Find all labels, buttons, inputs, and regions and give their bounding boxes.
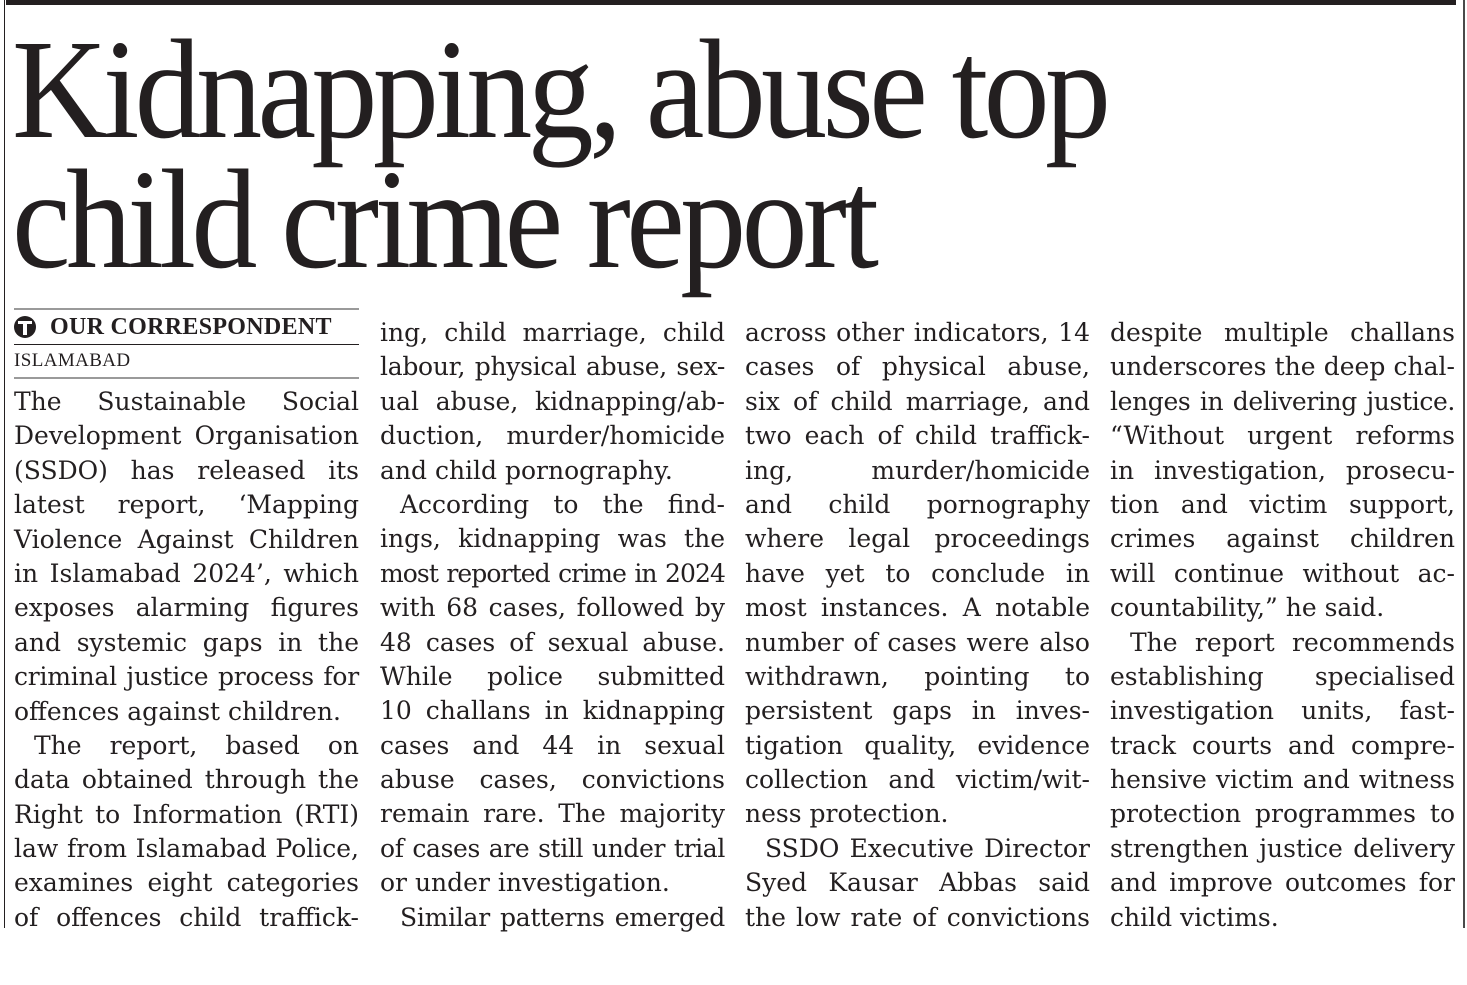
text-line: tion and victim support, bbox=[1110, 489, 1455, 519]
text-line: and improve outcomes for bbox=[1110, 868, 1455, 898]
text-line: and systemic gaps in the bbox=[14, 627, 359, 657]
text-line: cases and 44 in sexual bbox=[380, 730, 725, 760]
text-line: The report recommends bbox=[1130, 627, 1455, 657]
text-line: the low rate of convictions bbox=[745, 902, 1090, 932]
text-line: withdrawn, pointing to bbox=[745, 661, 1090, 691]
text-line: with 68 cases, followed by bbox=[380, 593, 725, 623]
text-line: countability,” he said. bbox=[1110, 593, 1385, 623]
text-line: According to the find- bbox=[400, 489, 725, 519]
byline bbox=[14, 310, 359, 344]
text-line: underscores the deep chal- bbox=[1110, 352, 1455, 382]
text-line: labour, physical abuse, sex- bbox=[380, 352, 725, 382]
text-line: (SSDO) has released its bbox=[14, 455, 359, 485]
text-line: or under investigation. bbox=[380, 868, 670, 898]
text-line: ness protection. bbox=[745, 799, 949, 829]
text-line: of cases are still under trial bbox=[380, 833, 725, 863]
text-line: will continue without ac- bbox=[1110, 558, 1455, 588]
text-line: Similar patterns emerged bbox=[400, 902, 725, 932]
text-line: and child pornography. bbox=[380, 455, 673, 485]
text-line: The report, based on bbox=[34, 730, 359, 760]
text-line: child victims. bbox=[1110, 902, 1279, 932]
text-line: have yet to conclude in bbox=[745, 558, 1090, 588]
text-line: where legal proceedings bbox=[745, 524, 1090, 554]
text-line: Violence Against Children bbox=[14, 524, 359, 554]
text-line: exposes alarming figures bbox=[14, 593, 359, 623]
text-line: of offences child traffick- bbox=[14, 902, 359, 932]
text-line: and child pornography bbox=[745, 489, 1090, 519]
right-border bbox=[1463, 0, 1465, 928]
byline-author: OUR CORRESPONDENT bbox=[50, 313, 332, 340]
top-rule bbox=[6, 0, 1456, 5]
text-line: tigation quality, evidence bbox=[745, 730, 1090, 760]
text-line: number of cases were also bbox=[745, 627, 1090, 657]
text-line: crimes against children bbox=[1110, 524, 1455, 554]
text-line: ing, child marriage, child bbox=[380, 318, 725, 347]
left-border bbox=[4, 0, 5, 928]
text-line: lenges in delivering justice. bbox=[1110, 386, 1455, 416]
text-line: ing, murder/homicide bbox=[745, 455, 1090, 485]
text-line: ings, kidnapping was the bbox=[380, 524, 725, 554]
text-line: most instances. A notable bbox=[745, 593, 1090, 623]
text-line: ual abuse, kidnapping/ab- bbox=[380, 386, 725, 416]
text-line: in Islamabad 2024’, which bbox=[14, 558, 359, 588]
text-line: in investigation, prosecu- bbox=[1110, 455, 1455, 485]
text-line: law from Islamabad Police, bbox=[14, 834, 359, 864]
text-line: data obtained through the bbox=[14, 765, 359, 795]
text-line: six of child marriage, and bbox=[745, 386, 1090, 416]
text-line: protection programmes to bbox=[1110, 799, 1455, 829]
text-line: examines eight categories bbox=[14, 868, 359, 898]
text-line: 48 cases of sexual abuse. bbox=[380, 627, 725, 657]
text-line: “Without urgent reforms bbox=[1110, 421, 1455, 451]
text-line: Development Organisation bbox=[14, 421, 359, 451]
text-line: collection and victim/wit- bbox=[745, 765, 1090, 795]
article-column-4 bbox=[1110, 316, 1455, 935]
text-line: Syed Kausar Abbas said bbox=[745, 868, 1090, 898]
headline-line-2: child crime report bbox=[12, 140, 875, 298]
article-column-2 bbox=[380, 316, 725, 935]
text-line: latest report, ‘Mapping bbox=[14, 490, 359, 520]
text-line: remain rare. The majority bbox=[380, 799, 725, 829]
text-line: track courts and compre- bbox=[1110, 730, 1455, 760]
text-line: despite multiple challans bbox=[1110, 318, 1455, 347]
text-line: cases of physical abuse, bbox=[745, 352, 1090, 382]
text-line: persistent gaps in inves- bbox=[745, 696, 1090, 726]
text-line: SSDO Executive Director bbox=[765, 833, 1090, 863]
text-line: criminal justice process for bbox=[14, 662, 359, 692]
text-line: most reported crime in 2024 bbox=[380, 558, 725, 588]
text-line: investigation units, fast- bbox=[1110, 696, 1455, 726]
text-line: establishing specialised bbox=[1110, 661, 1455, 691]
article-column-1 bbox=[14, 385, 359, 935]
dateline-bottom-rule bbox=[14, 377, 359, 379]
text-line: 10 challans in kidnapping bbox=[380, 696, 725, 726]
text-line: While police submitted bbox=[380, 661, 725, 691]
text-line: abuse cases, convictions bbox=[380, 765, 725, 795]
text-line: across other indicators, 14 bbox=[745, 318, 1090, 347]
article-column-3 bbox=[745, 316, 1090, 935]
dateline: ISLAMABAD bbox=[14, 350, 131, 371]
text-line: Right to Information (RTI) bbox=[14, 799, 359, 829]
text-line: strengthen justice delivery bbox=[1110, 833, 1455, 863]
text-line: two each of child traffick- bbox=[745, 421, 1090, 451]
byline-block bbox=[14, 308, 359, 379]
text-line: The Sustainable Social bbox=[14, 387, 359, 416]
headline bbox=[12, 10, 1107, 298]
publication-logo-icon bbox=[14, 316, 36, 338]
text-line: duction, murder/homicide bbox=[380, 421, 725, 451]
text-line: hensive victim and witness bbox=[1110, 765, 1455, 795]
text-line: offences against children. bbox=[14, 696, 341, 726]
headline-line-1: Kidnapping, abuse top bbox=[12, 10, 1107, 168]
